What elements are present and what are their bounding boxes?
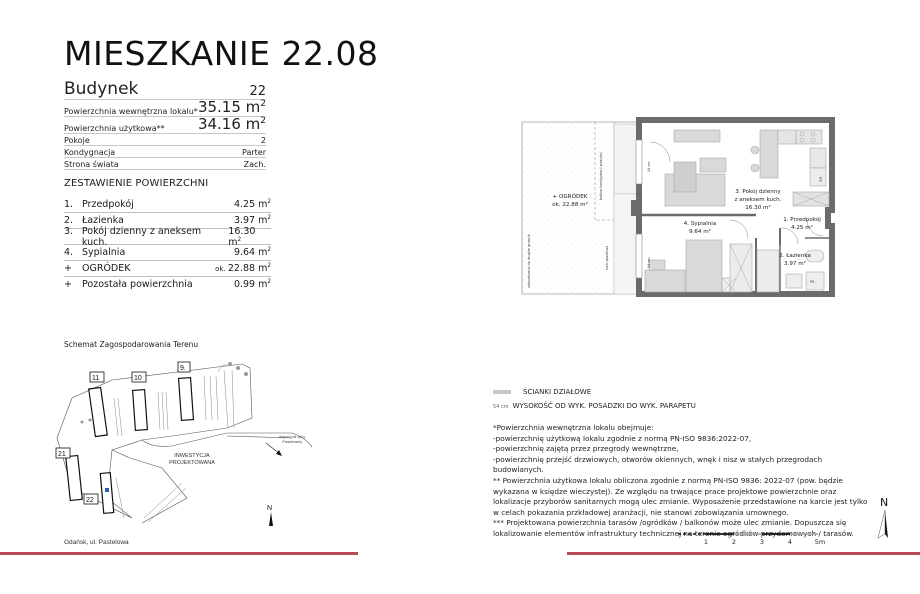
summary-row [64, 261, 271, 277]
room-area: 16.30 $m^2$ [228, 225, 256, 248]
svg-text:z aneksem kuch.: z aneksem kuch. [734, 197, 782, 203]
svg-text:Pastelowej: Pastelowej [282, 439, 302, 444]
building-label-11: 11 [92, 375, 100, 382]
info-label: Kondygnacja [64, 148, 116, 157]
svg-text:N: N [267, 505, 273, 512]
room-name: Łazienka [82, 215, 124, 226]
divider-line-left [0, 552, 358, 555]
info-row-orientation [64, 158, 266, 170]
info-label: Powierzchnia wewnętrzna lokalu* [64, 107, 198, 116]
room-area: ok. 22.88 $m^2$ [215, 262, 271, 274]
north-arrow-small-icon [264, 502, 278, 528]
unit-superscript: 2 [260, 116, 266, 126]
unit-superscript: 2 [260, 99, 266, 109]
info-value: Zach. [243, 160, 266, 169]
summary-title: ZESTAWIENIE POWIERZCHNI [64, 178, 209, 189]
svg-text:4.25 m²: 4.25 m² [791, 225, 813, 231]
partition-wall-swatch [493, 390, 511, 394]
legend-sill-height: 54 cm WYSOKOŚĆ OD WYK. POSADZKI DO WYK. PARAPETU [493, 402, 696, 410]
north-arrow-icon [872, 494, 898, 544]
note-line: *Powierzchnia wewnętrzna lokalu obejmuje: [493, 423, 654, 432]
svg-text:5m: 5m [814, 538, 826, 546]
room-name: Sypialnia [82, 247, 126, 258]
svg-text:54 cm: 54 cm [647, 257, 651, 268]
info-value [198, 98, 266, 116]
svg-text:2: 2 [731, 538, 737, 546]
note-line: -powierzchnię użytkową lokalu zgodnie z normą PN-ISO 9836:2022-07, [493, 433, 752, 443]
garden-label: + OGRÓDEK [552, 194, 588, 200]
building-label-9: 9. [180, 365, 186, 372]
svg-text:rura spustowa: rura spustowa [605, 245, 609, 270]
svg-text:ZM: ZM [819, 176, 823, 182]
arrow-icon [276, 450, 282, 456]
scale-bar [678, 530, 828, 550]
room-area: 4.25 $m^2$ [233, 198, 271, 210]
info-label: Pokoje [64, 136, 90, 145]
info-label: Budynek [64, 79, 139, 99]
svg-text:16.30 m²: 16.30 m² [745, 205, 771, 211]
summary-row [64, 197, 271, 213]
apartment-info-table [64, 78, 266, 170]
info-label: Strona świata [64, 160, 119, 169]
info-value: Parter [241, 148, 266, 157]
area-number: 34.16 m [197, 115, 261, 133]
room-name: Pokój dzienny z aneksem kuch. [81, 225, 202, 248]
svg-text:3: 3 [759, 538, 765, 546]
svg-text:dojazd od ulicy: dojazd od ulicy [278, 434, 306, 439]
info-value: 2 [260, 136, 266, 145]
row-number: 2. [64, 215, 74, 226]
room-area: 3.97 $m^2$ [233, 214, 271, 226]
building-label-10: 10 [134, 375, 142, 382]
room-label-living: 3. Pokój dzienny [735, 189, 781, 195]
area-number: 35.15 m [197, 98, 261, 116]
info-row-floor [64, 146, 266, 158]
building-label-21: 21 [58, 451, 66, 458]
row-number: 4. [64, 247, 74, 258]
info-label: Powierzchnia użytkowa** [64, 124, 165, 133]
room-label-hall: 1. Przedpokój [783, 217, 821, 223]
footnotes [493, 423, 873, 540]
site-plan-title: Schemat Zagospodarowania Terenu [64, 340, 199, 349]
svg-text:PROJEKTOWANA: PROJEKTOWANA [169, 460, 215, 466]
note-line: -powierzchnię przejść drzwiowych, otworów okiennych, wnęk i nisz w stałych przegrodach budowlanych. [493, 454, 823, 475]
summary-row [64, 277, 271, 292]
row-number: 3. [64, 225, 74, 237]
svg-text:9.64 m²: 9.64 m² [689, 229, 711, 235]
room-name: Pozostała powierzchnia [82, 279, 193, 290]
svg-text:balkon kondygnacji powyżej: balkon kondygnacji powyżej [599, 152, 603, 200]
location-text: Gdańsk, ul. Pastelowa [64, 539, 129, 546]
info-row-usable-area [64, 117, 266, 134]
note-line: *** Projektowana powierzchnia tarasów /ogródków / balkonów może ulec zmianie. Dopuszcza się lokalizowanie elementów infrastruktury technicznej na terenie ogródków przydomowych / tarasów. [493, 518, 854, 538]
svg-text:4: 4 [787, 538, 793, 546]
note-line: ** Powierzchnia użytkowa lokalu obliczona zgodnie z normą PN-ISO 9836: 2022-07 (pow. będzie wykazana w księdze wieczystej). Ze względu na trwające prace projektowe powierzchnie oraz lokalizacje przyborów sanitarnych mogą ulec zmianie. Wyposażenie przedstawione na karcie jest tylko w celach pokazania przkładowej aranżacji, nie stanowi zobowiązania umownego. [493, 475, 868, 517]
room-label-bathroom: 2. Łazienka [779, 253, 811, 259]
sill-marker-icon: 54 cm [493, 404, 509, 410]
note-line: -powierzchnię zajętą przez przegrody wewnętrzne, [493, 444, 679, 454]
summary-row [64, 225, 271, 248]
svg-text:odwodnienie na drugim gruncie: odwodnienie na drugim gruncie [527, 234, 531, 288]
svg-text:ok. 22.88 m²: ok. 22.88 m² [552, 202, 588, 208]
legend-partition-walls: ŚCIANKI DZIAŁOWE [493, 388, 591, 396]
apartment-location-marker [105, 488, 109, 492]
row-number: + [64, 279, 72, 290]
svg-text:54 cm: 54 cm [647, 161, 651, 172]
row-number: 1. [64, 199, 74, 210]
room-area: 9.64 $m^2$ [233, 246, 271, 258]
room-name: Przedpokój [82, 199, 134, 210]
page-title: MIESZKANIE 22.08 [64, 34, 379, 73]
info-row-rooms [64, 134, 266, 146]
floor-plan [510, 110, 850, 310]
room-label-bedroom: 4. Sypialnia [683, 221, 717, 227]
room-name: OGRÓDEK [82, 263, 131, 274]
building-label-22: 22 [86, 497, 94, 504]
divider-line-right [567, 552, 920, 555]
svg-text:INWESTYCJA: INWESTYCJA [174, 453, 210, 459]
svg-text:PR.: PR. [810, 280, 816, 284]
info-value: 22 [249, 84, 266, 99]
info-value [198, 115, 266, 133]
area-summary-table [64, 197, 271, 292]
info-row-building [64, 78, 266, 100]
svg-text:1: 1 [703, 538, 709, 546]
row-number: + [64, 263, 72, 274]
room-area: 0.99 $m^2$ [233, 278, 271, 290]
svg-text:N: N [880, 496, 889, 509]
svg-text:3.97 m²: 3.97 m² [784, 261, 806, 267]
